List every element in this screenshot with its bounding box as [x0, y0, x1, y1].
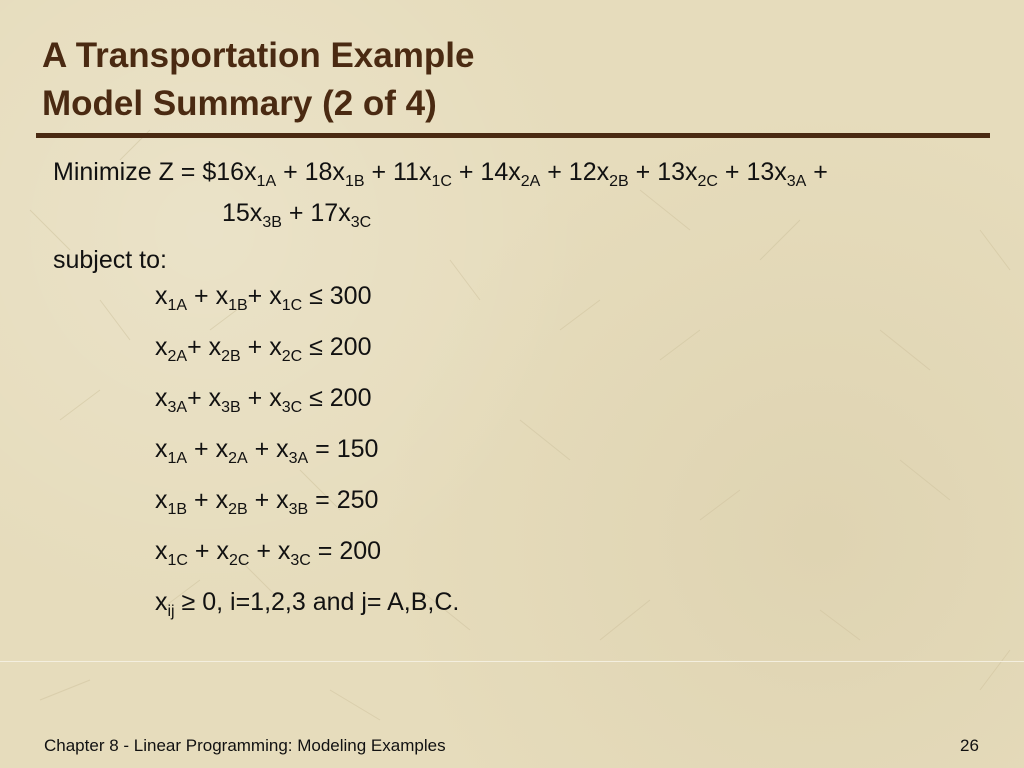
constraint-row	[155, 383, 372, 416]
objective-term: 15x	[222, 199, 263, 227]
objective-term: +	[806, 158, 828, 186]
constraint-term: x	[155, 588, 168, 616]
constraint-term: x	[155, 537, 168, 565]
constraint-term: x	[155, 384, 168, 412]
constraint-term: = 250	[308, 486, 379, 514]
page-number: 26	[960, 736, 979, 755]
constraint-term: + x	[240, 384, 282, 412]
constraint-term: x	[155, 333, 168, 361]
variable-subscript: 2C	[697, 173, 718, 190]
constraint-term: + x	[187, 282, 229, 310]
variable-subscript: 1A	[167, 297, 188, 314]
constraint-term: = 200	[310, 537, 382, 565]
variable-subscript: ij	[167, 603, 175, 620]
objective-term: + 14x	[451, 158, 521, 186]
variable-subscript: 2C	[228, 552, 250, 569]
title-line-1: A Transportation Example	[42, 36, 475, 75]
constraint-term: + x	[187, 333, 222, 361]
constraint-term: + x	[187, 435, 229, 463]
variable-subscript: 2B	[609, 173, 629, 190]
variable-subscript: 2B	[221, 348, 241, 365]
variable-subscript: 3A	[288, 450, 309, 467]
variable-subscript: 2A	[228, 450, 248, 467]
constraint-term: + x	[247, 435, 289, 463]
constraint-term: + x	[240, 333, 282, 361]
variable-subscript: 2A	[167, 348, 188, 365]
footer-divider	[0, 661, 1024, 662]
constraint-row	[155, 536, 382, 569]
variable-subscript: 1B	[228, 297, 248, 314]
constraint-term: + x	[187, 486, 229, 514]
objective-term: + 11x	[364, 158, 432, 186]
footer-chapter: Chapter 8 - Linear Programming: Modeling Examples	[44, 736, 446, 755]
variable-subscript: 3C	[290, 552, 311, 569]
constraint-term: + x	[187, 537, 229, 565]
objective-term: + 12x	[540, 158, 610, 186]
constraint-term: x	[155, 282, 168, 310]
variable-subscript: 1A	[256, 173, 277, 190]
variable-subscript: 2A	[520, 173, 541, 190]
subject-to-label: subject to:	[53, 246, 167, 274]
variable-subscript: 3C	[281, 399, 303, 416]
objective-term: + 13x	[717, 158, 787, 186]
variable-subscript: 2B	[228, 501, 248, 518]
variable-subscript: 3B	[288, 501, 309, 518]
constraint-term: = 150	[308, 435, 379, 463]
variable-subscript: 1B	[167, 501, 188, 518]
constraint-term: + x	[249, 537, 291, 565]
variable-subscript: 1C	[281, 297, 303, 314]
variable-subscript: 1C	[431, 173, 452, 190]
variable-subscript: 1A	[167, 450, 188, 467]
variable-subscript: 3A	[167, 399, 188, 416]
variable-subscript: 3B	[221, 399, 241, 416]
constraint-row	[155, 587, 460, 620]
constraint-row	[155, 332, 372, 365]
objective-term: + 17x	[281, 199, 351, 227]
objective-term: + 18x	[276, 158, 345, 186]
constraint-term: + x	[247, 486, 289, 514]
constraint-term: ≤ 300	[302, 282, 372, 310]
constraint-row	[155, 434, 379, 467]
variable-subscript: 3B	[262, 214, 282, 231]
constraint-term: + x	[187, 384, 222, 412]
constraint-row	[155, 485, 379, 518]
objective-term: + 13x	[628, 158, 698, 186]
variable-subscript: 3A	[786, 173, 807, 190]
constraint-term: ≤ 200	[302, 333, 372, 361]
constraint-term: x	[155, 435, 168, 463]
constraint-term: + x	[247, 282, 282, 310]
objective-line-2	[222, 198, 372, 231]
objective-lead: Minimize Z = $16x	[53, 158, 257, 186]
constraint-term: x	[155, 486, 168, 514]
variable-subscript: 1B	[344, 173, 365, 190]
variable-subscript: 2C	[281, 348, 303, 365]
title-line-2: Model Summary (2 of 4)	[42, 84, 437, 123]
constraint-term: ≤ 200	[302, 384, 372, 412]
constraint-term: ≥ 0, i=1,2,3 and j= A,B,C.	[174, 588, 460, 616]
constraint-row	[155, 281, 372, 314]
objective-line-1	[53, 157, 828, 190]
variable-subscript: 1C	[167, 552, 188, 569]
variable-subscript: 3C	[350, 214, 372, 231]
